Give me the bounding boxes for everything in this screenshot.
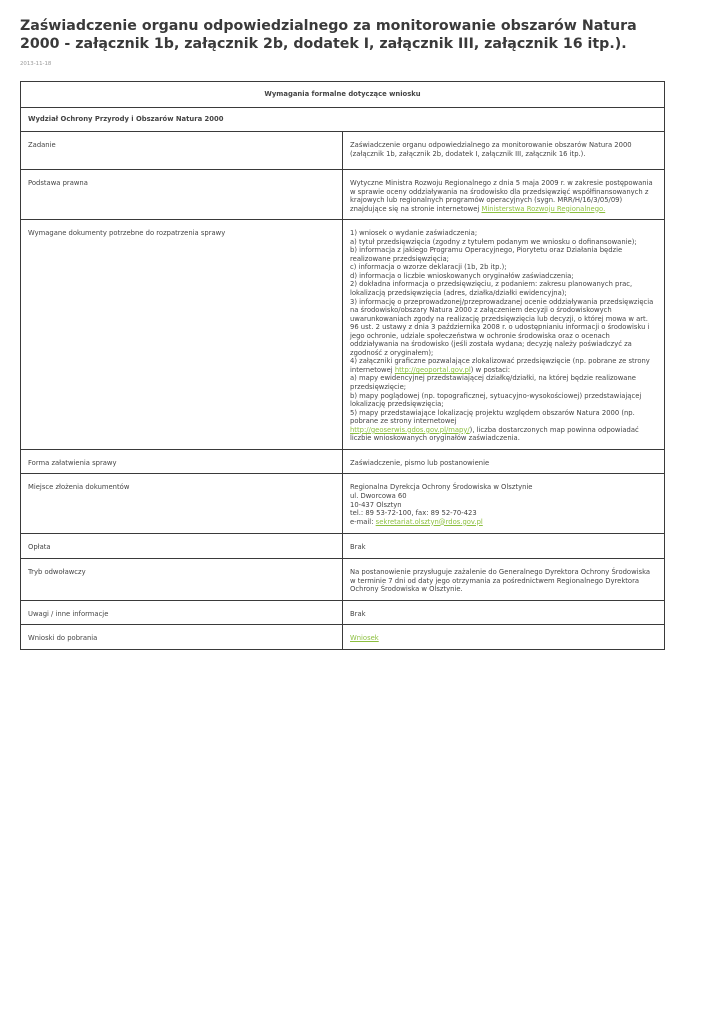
doc-line [350,357,657,374]
doc-line: a) mapy ewidencyjnej przedstawiającej działkę/działki, na której będzie realizowane przedsięwzięcie; [350,374,636,392]
row-label-oplata: Opłata [21,534,343,559]
row-label-wnioski: Wnioski do pobrania [21,625,343,650]
application-form-link[interactable]: Wniosek [350,634,379,643]
doc-line: 1) wniosek o wydanie zaświadczenia; [350,229,478,238]
doc-line: d) informacja o liczbie wnioskowanych oryginałów zaświadczenia; [350,271,574,280]
email-link[interactable]: sekretariat.olsztyn@rdos.gov.pl [375,517,483,526]
row-label-forma: Forma załatwienia sprawy [21,449,343,474]
row-value-forma: Zaświadczenie, pismo lub postanowienie [343,449,665,474]
address-line: Regionalna Dyrekcja Ochrony Środowiska w Olsztynie [350,483,533,492]
row-value-uwagi: Brak [343,600,665,625]
document-page [20,17,665,650]
row-label-uwagi: Uwagi / inne informacje [21,600,343,625]
table-row [21,170,665,220]
table-row [21,534,665,559]
table-row [21,600,665,625]
table-header: Wymagania formalne dotyczące wniosku [21,82,665,108]
geoportal-link[interactable]: http://geoportal.gov.pl [394,365,471,374]
table-row [21,558,665,600]
address-line: tel.: 89 53-72-100, fax: 89 52-70-423 [350,509,477,518]
row-value-dokumenty [343,220,665,450]
doc-line [350,426,657,443]
row-value-zadanie: Zaświadczenie organu odpowiedzialnego za monitorowanie obszarów Natura 2000 (załącznik 1b, załącznik 2b, dodatek I, załącznik III, załącznik 16 itp.). [343,132,665,170]
ministry-link[interactable]: Ministerstwa Rozwoju Regionalnego. [481,204,606,213]
email-label: e-mail: [350,517,376,526]
row-label-zadanie: Zadanie [21,132,343,170]
doc-line: 5) mapy przedstawiające lokalizację projektu względem obszarów Natura 2000 (np. pobrane ze strony internetowej [350,408,635,426]
geoserwis-link[interactable]: http://geoserwis.gdos.gov.pl/mapy/ [350,425,470,434]
doc-line: b) mapy poglądowej (np. topograficznej, sytuacyjno-wysokościowej) przedstawiającej lokalizację przedsięwzięcia; [350,391,642,409]
table-subheader-row [21,108,665,132]
row-label-miejsce: Miejsce złożenia dokumentów [21,474,343,534]
requirements-table [20,81,665,650]
row-label-podstawa: Podstawa prawna [21,170,343,220]
doc-line: c) informacja o wzorze deklaracji (1b, 2b itp.); [350,263,507,272]
row-label-dokumenty: Wymagane dokumenty potrzebne do rozpatrzenia sprawy [21,220,343,450]
doc-line: b) informacja z jakiego Programu Operacyjnego, Piorytetu oraz Działania będzie realizowane przedsięwzięcia; [350,246,623,263]
table-row [21,220,665,450]
row-value-oplata: Brak [343,534,665,559]
row-value-podstawa [343,170,665,220]
row-value-miejsce [343,474,665,534]
address-line: ul. Dworcowa 60 [350,491,407,500]
table-row [21,449,665,474]
page-title: Zaświadczenie organu odpowiedzialnego za monitorowanie obszarów Natura 2000 - załącznik 1b, załącznik 2b, dodatek I, załącznik III, załącznik 16 itp.). [20,18,637,52]
row-value-wnioski [343,625,665,650]
department-name: Wydział Ochrony Przyrody i Obszarów Natura 2000 [21,108,665,132]
doc-line-text: 4) załączniki graficzne pozwalające zlokalizować przedsięwzięcie (np. pobrane ze strony internetowej [350,357,650,374]
publish-date: 2013-11-18 [20,61,52,67]
table-row [21,474,665,534]
address-line: 10-437 Olsztyn [350,500,402,509]
doc-line-text: ), liczba dostarczonych map powinna odpowiadać liczbie wnioskowanych oryginałów zaświadczenia. [350,425,639,443]
table-header-row [21,82,665,108]
row-value-tryb: Na postanowienie przysługuje zażalenie do Generalnego Dyrektora Ochrony Środowiska w terminie 7 dni od daty jego otrzymania za pośrednictwem Regionalnego Dyrektora Ochrony Środowiska w Olsztynie. [343,558,665,600]
doc-line: 2) dokładna informacja o przedsięwzięciu, z podaniem: zakresu planowanych prac, lokalizacją przedsięwzięcia (adres, działka/działki ewidencyjna); [350,280,633,298]
podstawa-text: Wytyczne Ministra Rozwoju Regionalnego z dnia 5 maja 2009 r. w zakresie postępowania w sprawie oceny oddziaływania na środowisko dla przedsięwzięć współfinansowanych z krajowych lub regionalnych programów operacyjnych (sygn. MRR/H/16/3/05/09) znajdujące się na stronie internetowej [350,179,653,213]
doc-line: 3) informację o przeprowadzonej/przeprowadzanej ocenie oddziaływania przedsięwzięcia na środowisko/obszary Natura 2000 z załączeniem decyzji o środowiskowych uwarunkowaniach zgody na realizację przedsięwzięcia lub decyzji, o której mowa w art. 96 ust. 2 ustawy z dnia 3 października 2008 r. o udostępnianiu informacji o środowisku i jego ochronie, udziale społeczeństwa w ochronie środowiska oraz o ocenach oddziaływania na środowisko (jeśli została wydana; decyzję należy poświadczyć za zgodność z oryginałem); [350,297,654,357]
doc-line: a) tytuł przedsięwzięcia (zgodny z tytułem podanym we wniosku o dofinansowanie); [350,237,637,246]
table-row [21,625,665,650]
row-label-tryb: Tryb odwoławczy [21,558,343,600]
address-line [350,518,657,527]
doc-line-text: ) w postaci: [470,365,511,374]
table-row [21,132,665,170]
